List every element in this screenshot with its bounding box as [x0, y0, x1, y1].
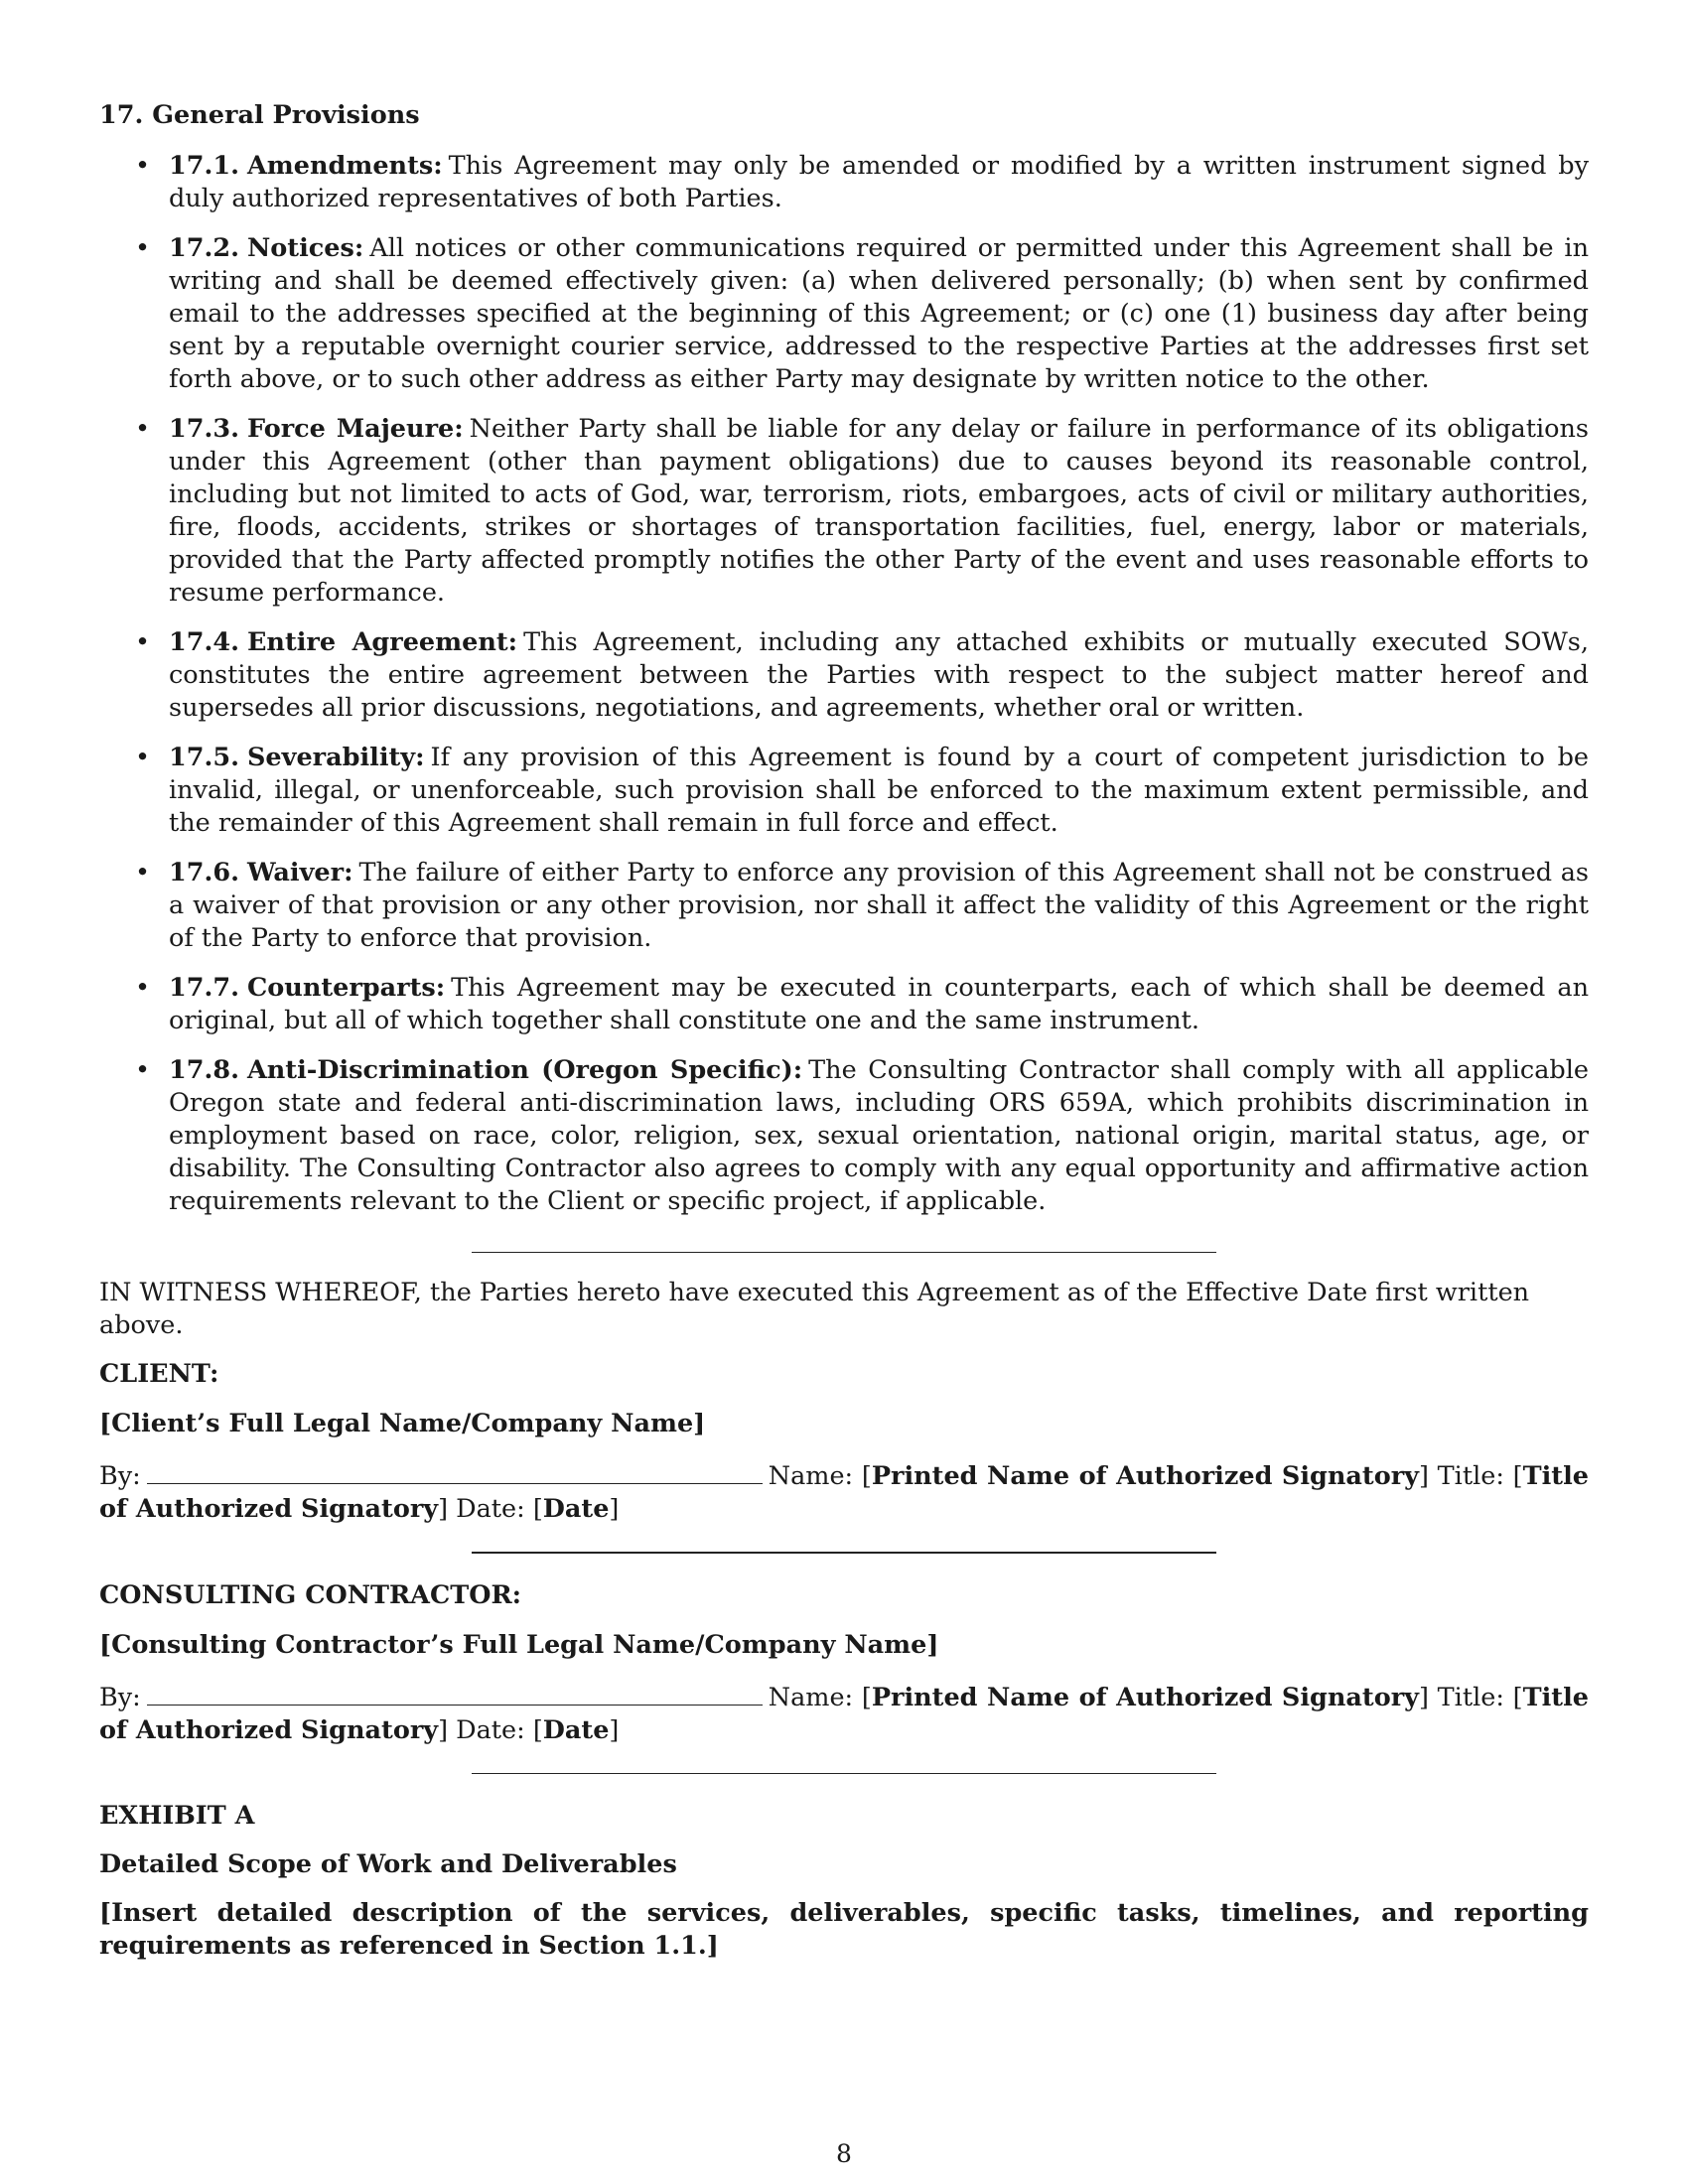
- provision-17-3: [99, 413, 1589, 610]
- provision-text: The Consulting Contractor shall comply with all applicable Oregon state and federal anti-discrimination laws, including ORS 659A, which prohibits discrimination in employment based on race, color, religion, sex, sexual orientation, national origin, marital status, age, or disability. The Consulting Contractor also agrees to comply with any equal opportunity and affirmative action requirements relevant to the Client or specific project, if applicable.: [169, 1055, 1589, 1216]
- provision-number: 17.5.: [169, 743, 239, 772]
- provision-label: Counterparts:: [246, 973, 446, 1003]
- provision-text: Neither Party shall be liable for any delay or failure in performance of its obligations under this Agreement (other than payment obligations) due to causes beyond its reasonable control, including but not limited to acts of God, war, terrorism, riots, embargoes, acts of civil or military authorities, fire, floods, accidents, strikes or shortages of transportation facilities, fuel, energy, labor or materials, provided that the Party affected promptly notifies the other Party of the event and uses reasonable efforts to resume performance.: [169, 414, 1590, 608]
- date-label: Date:: [456, 1494, 525, 1524]
- contractor-heading: CONSULTING CONTRACTOR:: [99, 1580, 522, 1610]
- provisions-list: [99, 150, 1589, 1218]
- client-signature-block: By: Name: [Printed Name of Authorized Signatory] Title: [Title of Authorized Signatory] Date: [Date]: [99, 1457, 1589, 1526]
- client-signature-line[interactable]: [147, 1457, 763, 1484]
- provision-17-5: [99, 742, 1589, 840]
- name-label: Name:: [768, 1683, 854, 1712]
- exhibit-subheading: Detailed Scope of Work and Deliverables: [99, 1849, 677, 1879]
- provision-number: 17.6.: [169, 858, 239, 887]
- provision-17-1: [99, 150, 1589, 215]
- bullet-icon: •: [135, 627, 151, 657]
- document-page: [99, 99, 1589, 1963]
- contractor-signature-block: By: Name: [Printed Name of Authorized Signatory] Title: [Title of Authorized Signatory] Date: [Date]: [99, 1679, 1589, 1747]
- title-label: Title:: [1437, 1461, 1504, 1491]
- provision-label: Entire Agreement:: [246, 627, 518, 657]
- provision-text: All notices or other communications required or permitted under this Agreement shall be in writing and shall be deemed effectively given: (a) when delivered personally; (b) when sent by confirmed email to the addresses specified at the beginning of this Agreement; or (c) one (1) business day after being sent by a reputable overnight courier service, addressed to the respective Parties at the addresses first set forth above, or to such other address as either Party may designate by written notice to the other.: [169, 233, 1589, 394]
- page-number: 8: [836, 2139, 852, 2168]
- provision-17-2: [99, 232, 1589, 396]
- provision-text: This Agreement, including any attached exhibits or mutually executed SOWs, constitutes the entire agreement between the Parties with respect to the subject matter hereof and supersedes all prior discussions, negotiations, and agreements, whether oral or written.: [169, 627, 1589, 723]
- provision-text: This Agreement may be executed in counterparts, each of which shall be deemed an original, but all of which together shall constitute one and the same instrument.: [169, 973, 1589, 1035]
- bullet-icon: •: [135, 233, 151, 263]
- provision-number: 17.4.: [169, 627, 239, 657]
- witness-statement: IN WITNESS WHEREOF, the Parties hereto have executed this Agreement as of the Effective Date first written above.: [99, 1278, 1530, 1340]
- bullet-icon: •: [135, 151, 151, 181]
- provision-number: 17.3.: [169, 414, 239, 444]
- client-date: Date: [542, 1494, 610, 1524]
- provision-text: If any provision of this Agreement is found by a court of competent jurisdiction to be invalid, illegal, or unenforceable, such provision shall be enforced to the maximum extent permissible, and the remainder of this Agreement shall remain in full force and effect.: [169, 743, 1589, 838]
- provision-label: Waiver:: [246, 858, 353, 887]
- client-heading: CLIENT:: [99, 1359, 219, 1389]
- provision-17-8: [99, 1054, 1589, 1218]
- provision-label: Force Majeure:: [246, 414, 464, 444]
- provision-number: 17.8.: [169, 1055, 239, 1085]
- provision-17-7: [99, 972, 1589, 1037]
- horizontal-rule: [472, 1252, 1216, 1253]
- bullet-icon: •: [135, 414, 151, 444]
- date-label: Date:: [456, 1715, 525, 1745]
- client-title: Title of Authorized Signatory: [99, 1461, 1589, 1524]
- contractor-printed-name: Printed Name of Authorized Signatory: [871, 1683, 1419, 1712]
- provision-text: The failure of either Party to enforce any provision of this Agreement shall not be construed as a waiver of that provision or any other provision, nor shall it affect the validity of this Agreement or the right of the Party to enforce that provision.: [169, 858, 1589, 953]
- provision-label: Amendments:: [246, 151, 443, 181]
- provision-label: Severability:: [246, 743, 425, 772]
- section-heading: 17. General Provisions: [99, 100, 420, 130]
- exhibit-instruction: [Insert detailed description of the services, deliverables, specific tasks, timelines, and reporting requirements as referenced in Section 1.1.]: [99, 1898, 1589, 1961]
- name-label: Name:: [768, 1461, 854, 1491]
- by-label: By:: [99, 1461, 141, 1491]
- by-label: By:: [99, 1683, 141, 1712]
- provision-label: Anti-Discrimination (Oregon Specific):: [246, 1055, 803, 1085]
- horizontal-rule: [472, 1552, 1216, 1554]
- horizontal-rule: [472, 1773, 1216, 1774]
- client-name-line: [Client’s Full Legal Name/Company Name]: [99, 1409, 706, 1438]
- bullet-icon: •: [135, 858, 151, 887]
- contractor-name-line: [Consulting Contractor’s Full Legal Name/Company Name]: [99, 1630, 939, 1660]
- bullet-icon: •: [135, 1055, 151, 1085]
- bullet-icon: •: [135, 973, 151, 1003]
- provision-number: 17.2.: [169, 233, 239, 263]
- title-label: Title:: [1437, 1683, 1504, 1712]
- contractor-date: Date: [542, 1715, 610, 1745]
- bullet-icon: •: [135, 743, 151, 772]
- contractor-title: Title of Authorized Signatory: [99, 1683, 1589, 1745]
- exhibit-heading: EXHIBIT A: [99, 1801, 255, 1831]
- provision-17-4: [99, 626, 1589, 725]
- provision-label: Notices:: [246, 233, 364, 263]
- contractor-signature-line[interactable]: [147, 1679, 763, 1706]
- client-printed-name: Printed Name of Authorized Signatory: [871, 1461, 1419, 1491]
- provision-number: 17.1.: [169, 151, 239, 181]
- provision-17-6: [99, 857, 1589, 955]
- provision-text: This Agreement may only be amended or modified by a written instrument signed by duly authorized representatives of both Parties.: [169, 151, 1589, 213]
- provision-number: 17.7.: [169, 973, 239, 1003]
